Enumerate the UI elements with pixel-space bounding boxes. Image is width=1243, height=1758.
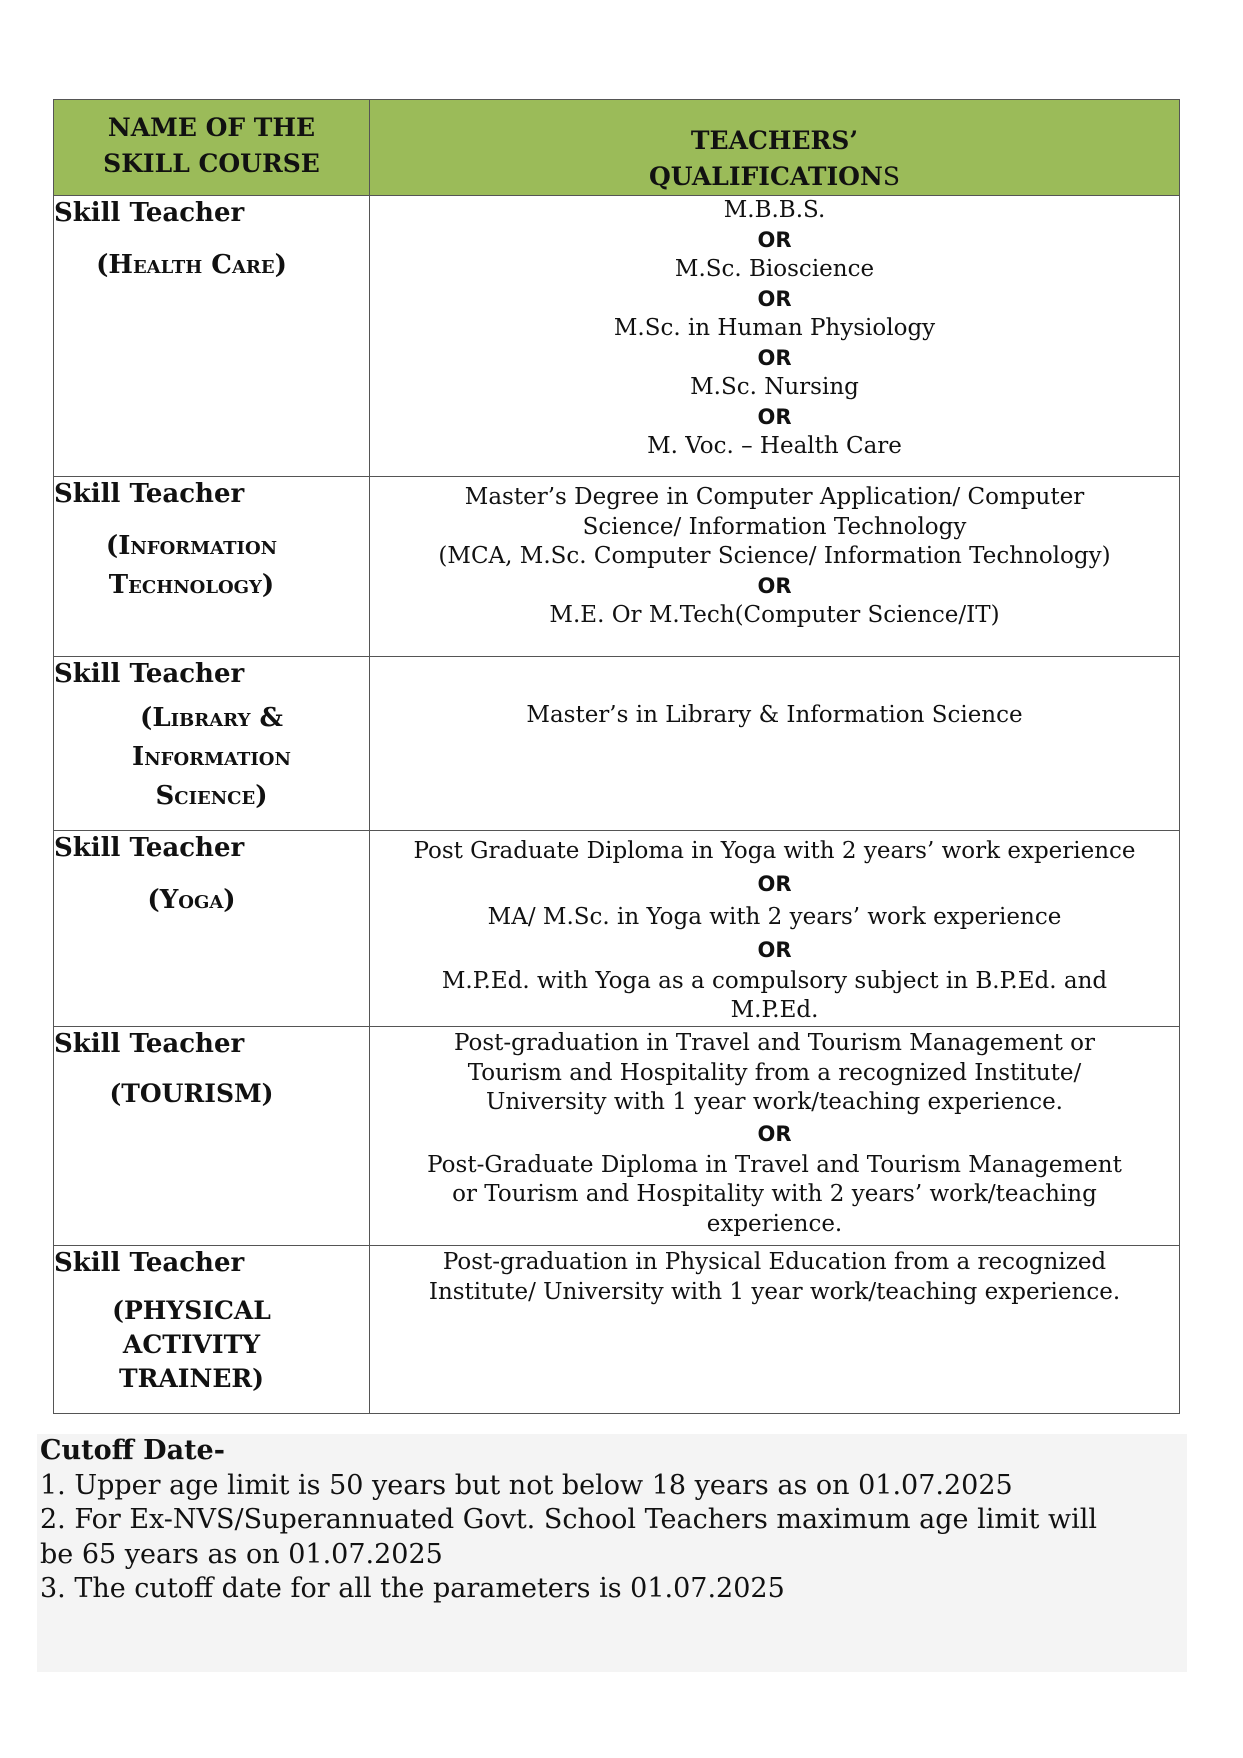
qualification-cell: [370, 1246, 1180, 1414]
cutoff-line: 3. The cutoff date for all the parameters is 01.07.2025: [40, 1573, 785, 1604]
qual-line: M.E. Or M.Tech(Computer Science/IT): [549, 602, 1000, 628]
course-name: [54, 881, 369, 920]
header-col2-line2-main: QUALIFICATION: [649, 162, 883, 191]
qual-line: Master’s Degree in Computer Application/ Computer: [464, 484, 1085, 510]
course-line: (Library &: [140, 703, 283, 733]
header-qualifications: [370, 100, 1180, 196]
qual-line: Tourism and Hospitality from a recognized Institute/: [467, 1059, 1082, 1086]
or-label: OR: [757, 286, 792, 311]
table-row: [54, 1027, 1180, 1246]
course-name: [54, 1077, 369, 1111]
course-cell: [54, 1027, 370, 1246]
qual-line: (MCA, M.Sc. Computer Science/ Information Technology): [438, 543, 1111, 569]
header-course-name: [54, 100, 370, 196]
course-line: Technology): [108, 570, 275, 600]
skill-title: Skill Teacher: [54, 479, 245, 509]
qual-line: University with 1 year work/teaching experience.: [485, 1089, 1063, 1115]
course-cell: [54, 657, 370, 831]
course-cell: [54, 477, 370, 657]
header-row: [54, 100, 1180, 196]
skill-title: Skill Teacher: [54, 833, 245, 863]
or-label: OR: [757, 345, 792, 370]
cutoff-line: be 65 years as on 01.07.2025: [40, 1538, 443, 1570]
skill-title: Skill Teacher: [54, 1029, 245, 1059]
qual-line: M.P.Ed. with Yoga as a compulsory subject in B.P.Ed. and: [441, 968, 1108, 994]
course-name: [54, 527, 369, 605]
course-line: (Health Care): [96, 250, 287, 280]
skill-title: Skill Teacher: [54, 659, 245, 689]
qualification-cell: [370, 1027, 1180, 1246]
course-name: [54, 246, 369, 285]
qual-line: or Tourism and Hospitality with 2 years’ work/teaching: [452, 1181, 1097, 1207]
header-col1-line2: SKILL COURSE: [103, 149, 320, 178]
qual-line: MA/ M.Sc. in Yoga with 2 years’ work experience: [487, 904, 1062, 930]
course-name: [54, 699, 369, 816]
course-line: (Yoga): [147, 885, 236, 915]
qual-line: M. Voc. – Health Care: [647, 433, 902, 459]
header-col1-line1: NAME OF THE: [107, 113, 316, 142]
course-line: (Information: [105, 531, 278, 561]
header-col2-line2-last: S: [882, 162, 900, 191]
qual-line: experience.: [706, 1210, 843, 1237]
qual-line: M.Sc. in Human Physiology: [613, 315, 936, 341]
cutoff-line: 2. For Ex-NVS/Superannuated Govt. School Teachers maximum age limit will: [40, 1504, 1098, 1535]
qual-line: M.B.B.S.: [723, 197, 826, 223]
qualifications-table: [53, 99, 1180, 1414]
course-line: Science): [155, 781, 268, 811]
table-row: [54, 831, 1180, 1027]
table-row: [54, 1246, 1180, 1414]
qual-line: Post-graduation in Travel and Tourism Management or: [453, 1030, 1096, 1056]
or-label: OR: [757, 1121, 792, 1146]
qual-line: Post-graduation in Physical Education from a recognized: [442, 1249, 1107, 1275]
qualification-cell: [370, 831, 1180, 1027]
table-row: [54, 657, 1180, 831]
course-line: TRAINER): [119, 1364, 264, 1393]
or-label: OR: [757, 573, 792, 598]
table-row: [54, 477, 1180, 657]
qual-line: M.P.Ed.: [730, 997, 819, 1023]
course-line: (TOURISM): [109, 1079, 274, 1108]
or-label: OR: [757, 872, 792, 896]
qual-line: M.Sc. Nursing: [690, 374, 859, 400]
course-cell: [54, 196, 370, 477]
table-row: [54, 196, 1180, 477]
course-line: ACTIVITY: [122, 1330, 261, 1359]
skill-title: Skill Teacher: [54, 1248, 245, 1278]
qual-line: Science/ Information Technology: [582, 513, 967, 540]
cutoff-title: Cutoff Date-: [40, 1435, 225, 1466]
or-label: OR: [757, 938, 792, 962]
course-cell: [54, 831, 370, 1027]
course-name: [54, 1294, 369, 1396]
qualification-cell: [370, 657, 1180, 831]
qual-line: Post-Graduate Diploma in Travel and Tourism Management: [427, 1151, 1122, 1178]
or-label: OR: [757, 404, 792, 429]
qual-line: Institute/ University with 1 year work/teaching experience.: [428, 1278, 1121, 1305]
course-line: (PHYSICAL: [112, 1296, 271, 1325]
qualification-cell: [370, 196, 1180, 477]
cutoff-note: [37, 1434, 1187, 1672]
qual-line: M.Sc. Bioscience: [674, 256, 875, 282]
skill-title: Skill Teacher: [54, 198, 245, 228]
header-col2-line2: [370, 159, 1179, 195]
course-line: Information: [132, 742, 291, 772]
course-cell: [54, 1246, 370, 1414]
qual-line: Post Graduate Diploma in Yoga with 2 years’ work experience: [413, 838, 1136, 864]
header-col2-line1: TEACHERS’: [690, 126, 859, 155]
or-label: OR: [757, 227, 792, 252]
qual-line: Master’s in Library & Information Science: [526, 702, 1023, 728]
qualification-cell: [370, 477, 1180, 657]
cutoff-line: 1. Upper age limit is 50 years but not below 18 years as on 01.07.2025: [40, 1469, 1013, 1501]
